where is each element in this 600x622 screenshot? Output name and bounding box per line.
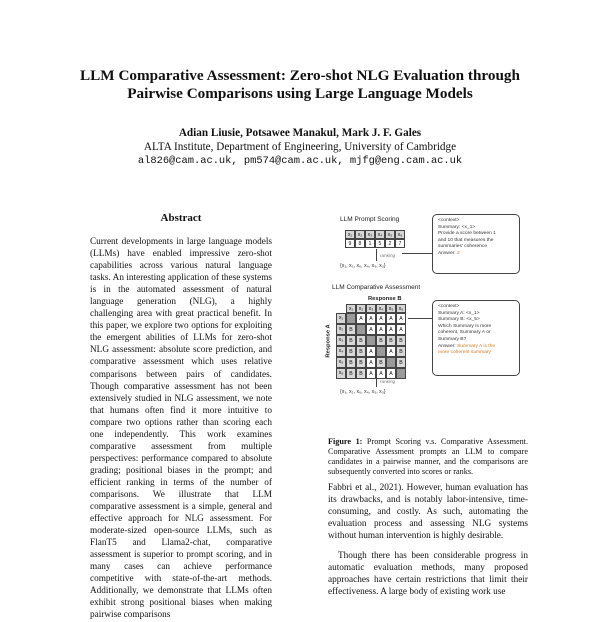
- caption-text: Prompt Scoring v.s. Comparative Assessment. Comparative Assessment prompts an LLM to compare candidates in a pairwise manner, and the comparisons are subsequently converted into scores or ranks.: [328, 437, 528, 476]
- matrix-cell: [386, 357, 396, 368]
- matrix-cell: A: [366, 324, 376, 335]
- matrix-header-row: [346, 304, 406, 313]
- callout-prompt-scoring: [432, 214, 520, 274]
- matrix-cell: A: [366, 357, 376, 368]
- matrix-cell: B: [396, 357, 406, 368]
- author-affiliation: ALTA Institute, Department of Engineering, University of Cambridge: [143, 141, 457, 153]
- matrix-cell: A: [366, 346, 376, 357]
- matrix-row: [336, 346, 406, 357]
- score-value-cell: 5: [375, 239, 385, 248]
- matrix-cell: A: [356, 313, 366, 324]
- score-header-cell: x₁: [345, 230, 355, 239]
- matrix-col-header: x₆: [396, 304, 406, 313]
- matrix-cell: B: [386, 335, 396, 346]
- matrix-cell: A: [386, 346, 396, 357]
- callout-line: Summary A: <x_1>: [438, 310, 480, 316]
- matrix-cell: B: [356, 346, 366, 357]
- score-value-cell: 2: [385, 239, 395, 248]
- matrix-row-header: x₂: [336, 324, 346, 335]
- matrix-col-header: x₅: [386, 304, 396, 313]
- connector-bottom: [408, 318, 432, 319]
- body-paragraph: Fabbri et al., 2021). However, human evaluation has its drawbacks, and is notably labor-intensive, time-consuming, and costly. As such, automating the evaluation process and assessing NLG systems without human intervention is highly desirable.: [328, 483, 528, 542]
- callout-line: Provide a score between 1: [438, 231, 496, 237]
- matrix-row: [336, 357, 406, 368]
- matrix-row: [336, 324, 406, 335]
- score-header-cell: x₄: [375, 230, 385, 239]
- matrix-cell: B: [356, 335, 366, 346]
- abstract-heading: Abstract: [160, 212, 202, 224]
- matrix-cell: B: [346, 324, 356, 335]
- matrix-cell: B: [356, 368, 366, 379]
- prompt-scoring-label: LLM Prompt Scoring: [340, 216, 400, 223]
- matrix-cell: [356, 324, 366, 335]
- matrix-row: [336, 368, 406, 379]
- matrix-cell: [346, 313, 356, 324]
- score-header-cell: x₅: [385, 230, 395, 239]
- matrix-cell: [396, 368, 406, 379]
- matrix-cell: B: [376, 357, 386, 368]
- matrix-cell: B: [396, 335, 406, 346]
- matrix-row-header: x₃: [336, 335, 346, 346]
- callout-line: Summary B?: [438, 336, 467, 342]
- matrix-row-header: x₄: [336, 346, 346, 357]
- matrix-col-header: x₃: [366, 304, 376, 313]
- matrix-row-header: x₅: [336, 357, 346, 368]
- figure-1: [325, 212, 520, 434]
- matrix-row-header: x₁: [336, 313, 346, 324]
- matrix-cell: [376, 346, 386, 357]
- matrix-col-header: x₂: [356, 304, 366, 313]
- matrix-cell: B: [346, 346, 356, 357]
- matrix-cell: [366, 335, 376, 346]
- title-line-2: Pairwise Comparisons using Large Language Models: [127, 85, 473, 102]
- comparative-label: LLM Comparative Assessment: [332, 284, 421, 291]
- matrix-row-header: x₆: [336, 368, 346, 379]
- matrix-col-header: x₄: [376, 304, 386, 313]
- callout-line: Summary: <x_1>: [438, 224, 476, 230]
- score-header-cell: x₂: [355, 230, 365, 239]
- matrix-col-header: x₁: [346, 304, 356, 313]
- matrix-row: [336, 335, 406, 346]
- matrix-cell: A: [386, 324, 396, 335]
- matrix-cell: B: [346, 368, 356, 379]
- ranking-note-top: ranking: [380, 253, 396, 258]
- caption-label: Figure 1:: [328, 437, 363, 446]
- down-arrow-bottom: [376, 377, 377, 387]
- matrix-cell: B: [376, 335, 386, 346]
- author-block: [60, 126, 540, 168]
- matrix-cell: A: [376, 324, 386, 335]
- callout-answer: [438, 251, 514, 258]
- connector-top: [402, 253, 432, 254]
- author-names: Adian Liusie, Potsawee Manakul, Mark J. F. Gales: [178, 127, 422, 139]
- answer-label: Answer:: [438, 250, 458, 256]
- callout-comparative: [432, 300, 520, 376]
- matrix-cell: A: [396, 324, 406, 335]
- score-value-cell: 1: [365, 239, 375, 248]
- callout-line: and 10 that measures the: [438, 237, 494, 243]
- response-a-label: Response A: [325, 324, 332, 358]
- body-paragraph: Though there has been considerable progress in automatic evaluation methods, many proposed approaches have certain restrictions that limit their effectiveness. A large body of existing work use: [328, 551, 528, 598]
- title-line-1: LLM Comparative Assessment: Zero-shot NLG Evaluation through: [80, 67, 520, 84]
- ranking-note-bottom: ranking: [380, 379, 396, 384]
- matrix-row: [336, 313, 406, 324]
- score-value-cell: 9: [345, 239, 355, 248]
- score-header-cell: x₃: [365, 230, 375, 239]
- matrix-cell: A: [376, 313, 386, 324]
- matrix-cell: B: [396, 346, 406, 357]
- matrix-cell: A: [366, 368, 376, 379]
- score-header-cell: x₆: [395, 230, 405, 239]
- matrix-cell: B: [346, 335, 356, 346]
- answer-value: 2: [457, 250, 460, 256]
- score-value-cell: 7: [395, 239, 405, 248]
- matrix-cell: A: [386, 313, 396, 324]
- matrix-cell: A: [376, 368, 386, 379]
- body-text-right: [328, 482, 528, 600]
- callout-line: coherent, Summary A or: [438, 330, 491, 336]
- callout-line: Which Summary is more: [438, 323, 492, 329]
- matrix-cell: B: [346, 357, 356, 368]
- matrix-cell: B: [356, 357, 366, 368]
- callout-line: Summary B: <x_5>: [438, 317, 480, 323]
- figure-caption: [328, 437, 528, 477]
- ranking-bottom: {x₁, x₂, x₆, x₄, x₅, x₃}: [340, 389, 386, 395]
- callout-line: <context>: [438, 218, 460, 223]
- matrix-cell: A: [386, 368, 396, 379]
- callout-line: summaries' coherence: [438, 244, 488, 250]
- score-header-row: [345, 230, 405, 239]
- abstract-text: Current developments in large language models (LLMs) have enabled impressive zero-shot capabilities across various natural language tasks. An interesting application of these systems is in the automated assessment of natural language generation (NLG), a highly challenging area with great practical benefit. In this paper, we explore two options for exploiting the emergent abilities of LLMs for zero-shot NLG assessment: absolute score prediction, and comparative assessment which uses relative comparisons between pairs of candidates. Though comparative assessment has not been extensively studied in NLG assessment, we note that humans often find it more intuitive to compare two options rather than scoring each one independently. This work examines comparative assessment from multiple perspectives: performance compared to absolute grading; positional biases in the prompt; and efficient ranking in terms of the number of comparisons. We illustrate that LLM comparative assessment is a simple, general and effective approach for NLG assessment. For moderate-sized open-source LLMs, such as FlanT5 and Llama2-chat, comparative assessment is superior to prompt scoring, and in many cases can achieve performance competitive with state-of-the-art methods. Additionally, we demonstrate that LLMs often exhibit strong positional biases when making pairwise comparisons: [90, 237, 272, 621]
- down-arrow-top: [376, 249, 377, 261]
- author-emails: al826@cam.ac.uk, pm574@cam.ac.uk, mjfg@eng.cam.ac.uk: [137, 155, 463, 167]
- matrix-cell: A: [366, 313, 376, 324]
- answer-label: Answer:: [438, 343, 458, 349]
- callout-line: <context>: [438, 304, 460, 309]
- paper-title: [60, 67, 540, 103]
- callout-line: more coherent summary: [438, 350, 491, 356]
- score-value-row: [345, 239, 405, 248]
- answer-value: Summary A is the: [457, 343, 496, 349]
- score-value-cell: 8: [355, 239, 365, 248]
- response-b-label: Response B: [368, 296, 402, 302]
- ranking-top: {x₁, x₂, x₆, x₄, x₅, x₃}: [340, 263, 386, 269]
- matrix-cell: A: [396, 313, 406, 324]
